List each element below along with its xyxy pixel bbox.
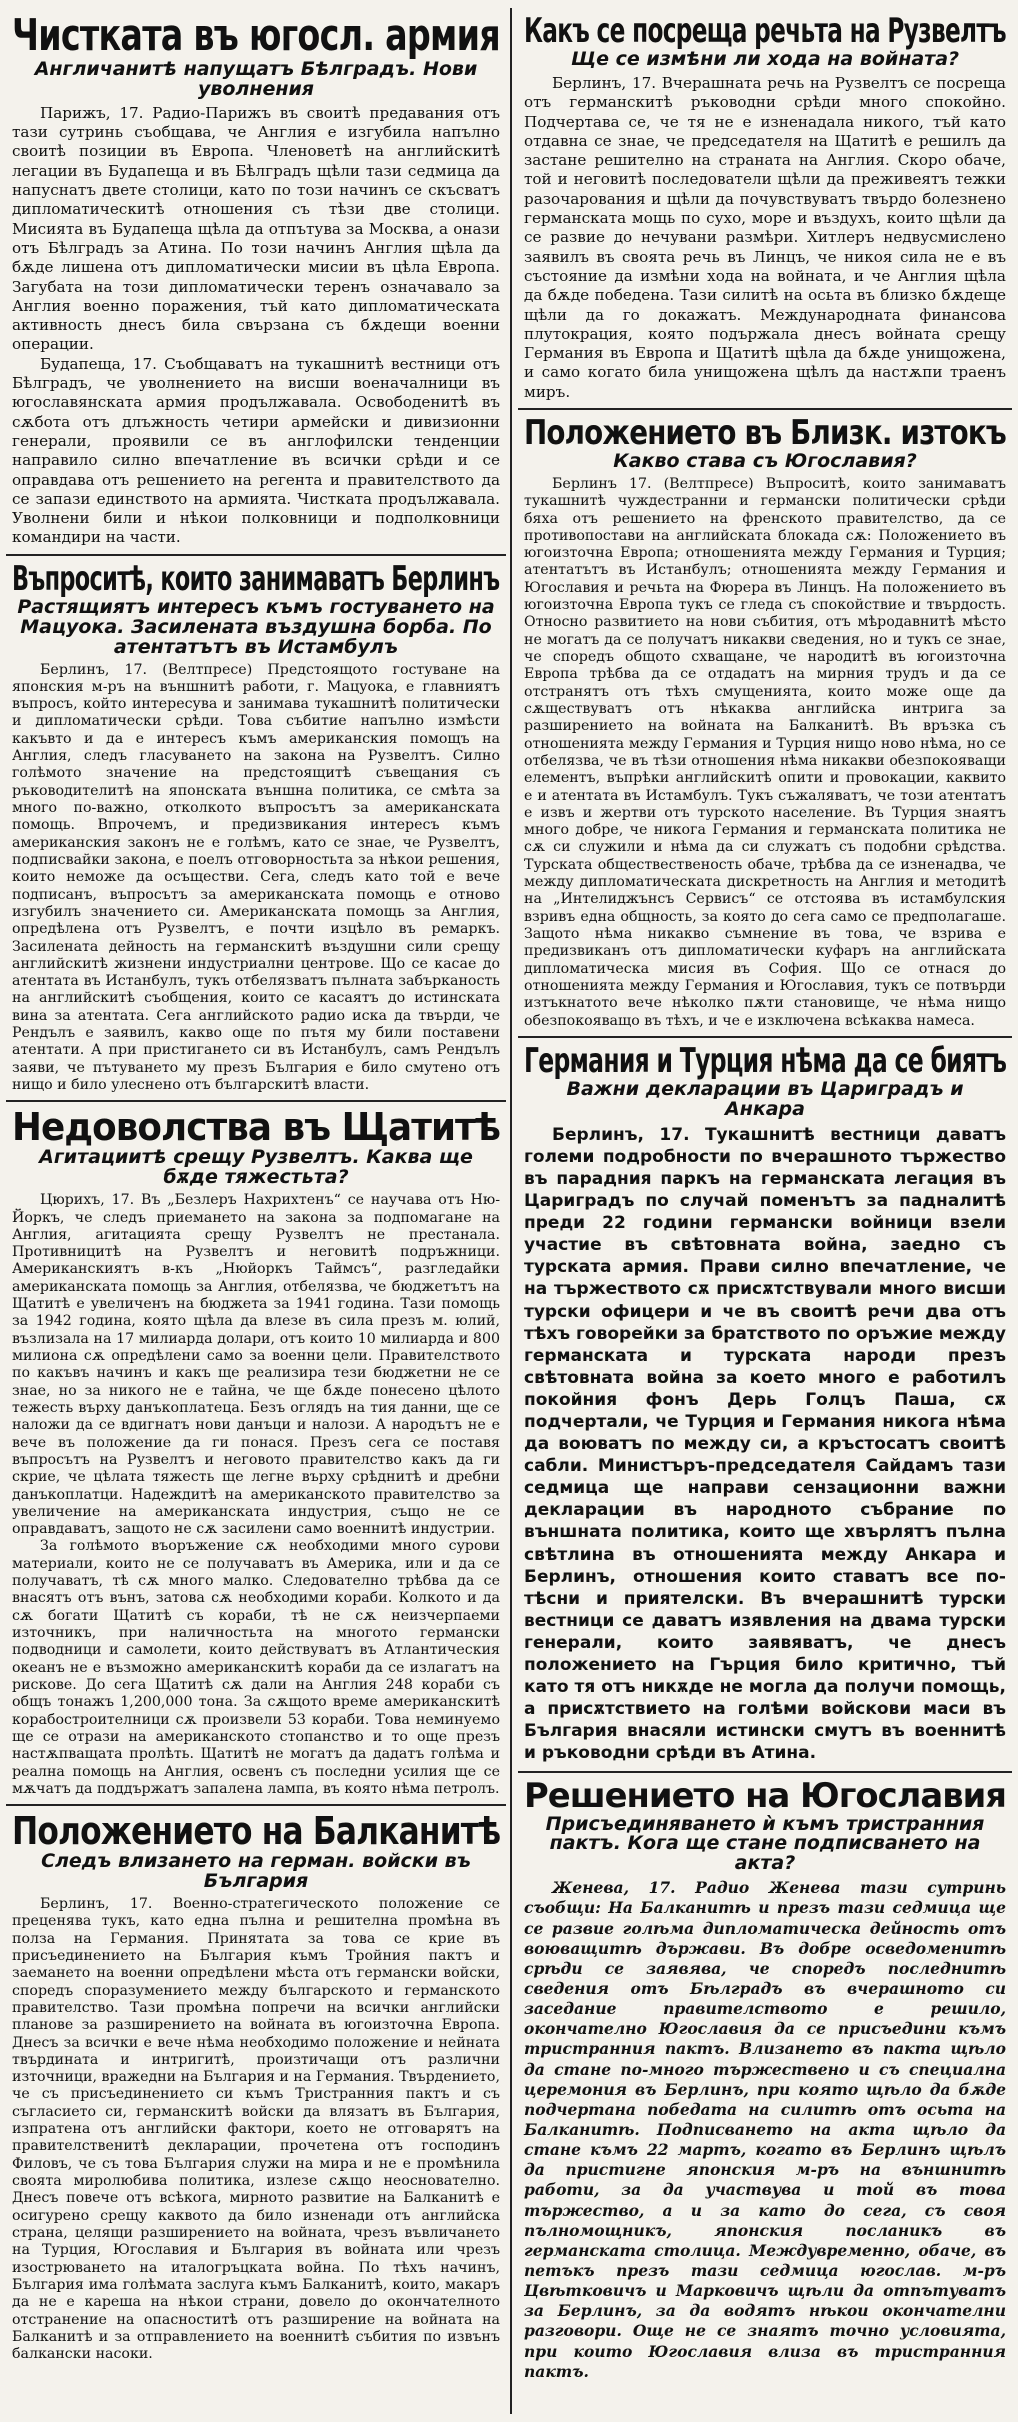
headline: Германия и Турция нѣма да се биятъ bbox=[524, 1040, 1007, 1081]
article-germany-turkey bbox=[518, 1038, 1012, 1773]
paragraph: Берлинъ 17. (Велтпресе) Въпроситѣ, които занимаватъ тукашнитѣ чуждестранни и германски политически срѣди бяха отъ решението на френското правителство, да се противопостави на английската блокада сѫ: Положението въ югоизточна Европа; отношенията между Германия и Турция; атентатътъ въ Истанбулъ; отношенията между Германия и Югославия и речьта на Фюрера въ Линцъ. На положението въ югоизточна Европа тукъ се гледа съ спокойствие и твърдость. Относно развитието на нови събития, отъ мѣродавнитѣ мѣсто не могатъ да се получатъ никакви сведения, но и тукъ се знае, че споредъ общото схващане, че народитѣ въ югоизточна Европа трѣбва да се отдадатъ на мирния трудъ и да се отстранятъ отъ тѣхъ смущенията, които може още да сѫществуватъ отъ нѣкаква английска интрига за разширението на войната на Балканитѣ. Въ връзка съ отношенията между Германия и Турция нищо ново нѣма, но се отбелязва, че въ тѣзи отношения нѣма никакви обезпокояващи елементъ, въпрѣки английскитѣ опити и провокации, каквито е и атентата въ Истамбулъ. Тукъ съжаляватъ, че този атентатъ е извъ и жертви отъ турското население. Въ Турция знаятъ много добре, че никога Германия и германската политика не сѫ си служили и нѣма да си служатъ съ подобни срѣдства. Турската обществественость обаче, трѣбва да се изненадва, че между дипломатическата дискретность на Англия и методитѣ на „Интелиджънсъ Сервисъ“ се отстоява въ истамбулския взривъ една общность, за която до сега само се предполагаше. Защото нѣма никакво съмнение въ това, че взрива е предизвиканъ отъ дипломатически куфаръ на английската дипломатическа мисия въ София. Що се отнася до отношенията между Германия и Югославия, тукъ се потвърди изтъкнатото вече нѣколко пѫти становище, че нѣма нищо обезпокояващо въ тѣхъ, и че е изключена всѣкаква намеса. bbox=[524, 475, 1006, 1029]
paragraph: Будапеща, 17. Съобщаватъ на тукашнитѣ вестници отъ Бѣлградъ, че уволнението на висши военачалници въ югославянската армия продължавала. Освободенитѣ въ сѫбота отъ длъжность четири армейски и дивизионни генерали, проявили се въ англофилски тенденции направило силно впечатление въ всички срѣди и се оправдава отъ решението на регента и правителството да се запази единството на армията. Чистката продължавала. Уволнени били и нѣкои полковници и подполковници командири на части. bbox=[12, 354, 500, 547]
subheadline: Следъ влизането на герман. войски въ България bbox=[41, 1850, 471, 1893]
subheadline: Ще се измѣни ли хода на войната? bbox=[570, 48, 960, 70]
article-near-east bbox=[518, 410, 1012, 1038]
headline: Какъ се посреща речьта на Рузвелтъ bbox=[524, 11, 1006, 51]
paragraph: Цюрихъ, 17. Въ „Безлеръ Нахрихтенъ“ се научава отъ Ню-Йоркъ, че следъ приемането на закона за подпомагане на Англия, агитацията срещу Рузвелтъ не престанала. Противницитѣ на Рузвелтъ и неговитѣ подръжници. Американскиятъ в-къ „Нюйоркъ Таймсъ“, разгледайки американската помощь за Англия, отбелязва, че бюджетътъ на Щатитѣ е увеличенъ на бюджета за 1941 година. Тази помощь за 1942 година, която щѣла да влезе въ сила презъ м. юлий, възлизала на 17 милиарда долари, отъ които 10 милиарда и 800 милиона сѫ опредѣлени само за военни цели. Правителството по какъвъ начинъ и какъ ще реализира тези бюджетни не се знае, но за никого не е тайна, че ще бѫде понесено цѣлото тежесть върху данъкоплатеца. Безъ оглядъ на тия данни, ще се наложи да се вдигнатъ нови данъци и налози. А народътъ не е вече въ положение да ги понася. Презъ сега се поставя въпросътъ на Рузвелтъ и неговото правителство какъ да ги скрие, че цѣлата тяжесть ще легне върху срѣднитѣ и дребни данъкоплатци. Надеждитѣ на американското правителство за увеличение на американската индустрия, също не се оправдаватъ, защото не сѫ засилени само военнитѣ индустрии. bbox=[12, 1192, 500, 1538]
article-roosevelt-speech bbox=[518, 8, 1012, 410]
headline: Решението на Югославия bbox=[524, 1775, 1006, 1816]
subheadline: Англичанитѣ напущатъ Бѣлградъ. Нови уволнения bbox=[34, 58, 478, 100]
right-column bbox=[518, 8, 1012, 2414]
paragraph: Женева, 17. Радио Женева тази сутринь съобщи: На Балканитѣ и презъ тази седмица ще се развие голѣма дипломатическа дейность отъ воюващитѣ държави. Въ добре осведоменитѣ срѣди се заявява, че споредъ последнитѣ сведения отъ Бѣлградъ въ вчерашното си заседание правителството е решило, окончателно Югославия да се присъедини къмъ тристранния пактъ. Влизането въ пакта щѣло да стане по-много тържествено и съ специална церемония въ Берлинъ, при която щѣло да бѫде подчертана победата на силитѣ отъ осьта на Балканитѣ. Подписването на акта щѣло да стане къмъ 22 мартъ, когато въ Берлинъ щѣлъ да пристигне японския м-ръ на външнитѣ работи, за да участвува и той въ това тържество, а и за като до сега, съ своя пълномощникъ, японския посланикъ въ германската столица. Междувременно, обаче, въ петъкъ презъ тази седмица югослав. м-ръ Цвѣтковичъ и Марковичъ щѣли да отпътуватъ за Берлинъ, за да водятъ нѣкои окончателни разговори. Още не се знаятъ точно условията, при които Югославия влиза въ тристранния пактъ. bbox=[524, 1878, 1006, 2381]
paragraph: За голѣмото въоръжение сѫ необходими много сурови материали, които не се получаватъ въ Америка, или и да се получаватъ, тѣ сѫ много малко. Следователно трѣбва да се внасятъ отъ вънъ, затова сѫ необходими кораби. Колкото и да сѫ богати Щатитѣ съ кораби, тѣ не сѫ неизчерпаеми източникъ, при наличностьта на многото германски подводници и самолети, които действуватъ въ Атлантическия океанъ не е възможно американскитѣ кораби да се излагатъ на рискове. До сега Щатитѣ сѫ дали на Англия 248 кораби съ общъ тонажъ 1,200,000 тона. За сѫщото време американскитѣ корабостроителници сѫ произвели 53 кораби. Това неминуемо ще се отрази на американското стопанство и то още презъ настѫпващата пролѣть. Щатитѣ не могатъ да дадатъ голѣма и реална помощь на Англия, освенъ съ последни усилия ще се мѫчатъ да поддържатъ запалена лампа, въ която нѣма петролъ. bbox=[12, 1538, 500, 1797]
headline: Положението въ Близк. изтокъ bbox=[524, 412, 1006, 453]
paragraph: Берлинъ, 17. Тукашнитѣ вестници даватъ големи подробности по вчерашното тържество въ парадния паркъ на германската легация въ Цариградъ по случай поменътъ за падналитѣ преди 22 години германски войници взели участие въ свѣтовната война, заедно съ турската армия. Прави силно впечатление, че на тържеството сѫ присѫтствували много висши турски офицери и че въ своитѣ речи два отъ тѣхъ говорейки за братството по оръжие между германската и турската народи презъ свѣтовната война за което много е работилъ покойния фонъ Дерь Голцъ Паша, сѫ подчертали, че Турция и Германия никога нѣма да воюватъ по между си, а кръстосатъ своитѣ сабли. Министъръ-председателя Сайдамъ тази седмица ще направи сензационни важни декларации въ народното събрание по външната политика, които ще хвърлятъ пълна свѣтлина въ отношенията между Анкара и Берлинъ, отношения които ставатъ все по-тѣсни и приятелски. Въ вчерашнитѣ турски вестници се даватъ изявления на двама турски генерали, които заявяватъ, че днесъ положението на Гърция било критично, тъй като тя отъ никѫде не могла да получи помощь, а присѫтствието на голѣми войскови маси въ България внасяли истински смутъ въ военнитѣ и ръководни срѣди въ Атина. bbox=[524, 1124, 1006, 1764]
paragraph: Парижъ, 17. Радио-Парижъ въ своитѣ предавания отъ тази сутринь съобщава, че Англия е изгубила напълно своитѣ позиции въ Европа. Членоветѣ на английскитѣ легации въ Будапеща и въ Бѣлградъ щѣли тази седмица да напуснатъ двете столици, като по този начинъ се скъсватъ дипломатическитѣ отношения съ тѣзи две столици. Мисията въ Будапеща щѣла да отпътува за Москва, а онази отъ Бѣлградъ за Атина. По този начинъ Англия щѣла да бѫде лишена отъ дипломатически мисии въ цѣла Европа. Загубата на този дипломатически теренъ означавало за Англия военно поражения, тъй като дипломатическата активность днесъ била свързана съ бѫдещи военни операции. bbox=[12, 103, 500, 354]
article-usa-discontent bbox=[6, 1102, 506, 1806]
paragraph: Берлинъ, 17. (Велтпресе) Предстоящото гостуване на японския м-ръ на външнитѣ работи, г. Мацуока, е главниятъ въпросъ, който интересува и занимава тукашнитѣ политически и дипломатически срѣди. Това събитие напълно измѣсти какъвто и да е интересъ къмъ американския помощъ на Англия, следъ гласуването на закона на Рузвелтъ. Силно голѣмото значение на предстоящитѣ съвещания съ ръководителитѣ на японската външна политика, се смѣта за много по-важно, отколкото въпросътъ за американската помощь. Впрочемъ, и предизвикания интересъ къмъ американския законъ не е голѣмъ, като се знае, че Рузвелтъ, подписвайки закона, е поелъ отговорностьта за нѣкои решения, които неможе да осъществи. Сега, следъ като той е вече подписанъ, въпросътъ за американската помощь е отново изгубилъ значението си. Американската помощь за Англия, опредѣлена отъ Рузвелтъ, е почти изцѣло въ ремаркъ. Засилената дейность на германскитѣ въздушни сили срещу английскитѣ жизнени индустриални центрове. Що се касае до атентата въ Истанбулъ, тукъ отбелязватъ пълната забърканость на английскитѣ съобщения, които се касаятъ до истинската вина за атентата. Сега английското радио иска да твърди, че Рендълъ е заявилъ, какво още по пътя му били поставени атентати. А при пристигането си въ Истанбулъ, самъ Рендълъ заяви, че пътуването му презъ България е било смутено отъ нищо и било улеснено отъ българскитѣ власти. bbox=[12, 661, 500, 1094]
headline: Недоволства въ Щатитѣ bbox=[12, 1105, 501, 1150]
article-yugoslavia-decision bbox=[518, 1773, 1012, 2388]
left-column bbox=[6, 8, 512, 2414]
subheadline: Важни декларации въ Цариградъ и Анкара bbox=[566, 1077, 964, 1120]
article-army-purge bbox=[6, 8, 506, 556]
paragraph: Берлинъ, 17. Военно-стратегическото положение се преценява тукъ, като една пълна и решителна промѣна въ полза на Германия. Принятата за това се крие въ присъединението на България къмъ Тройния пактъ и заемането на военни опредѣлени мѣста отъ германски войски, споредъ споразумението между българското и германското правителство. Тази промѣна попречи на всички английски планове за разширението на войната въ югоизточна Европа. Днесъ за всички е вече нѣма необходимо положение и нейната твърдината и интригитѣ, произтичащи отъ различни източници, вражедни на България и на Германия. Твърдението, че съ присъединението си къмъ Тристранния пактъ и съ съгласието си, германскитѣ войски да влязатъ въ България, изпратена отъ английски фактори, което не отговарятъ на правителственитѣ декларации, прочетена отъ господинъ Филовъ, че съ това България служи на мира и не е промѣнила своята миролюбива политика, излезе сѫщо неоснователно. Днесъ повече отъ всѣкога, мирното развитие на Балканитѣ е осигурено срещу каквото да било изненади отъ английска страна, целящи разширението на войната, чрезъ въвличането на Турция, Югославия и България въ войната или чрезъ изострюването на италогръцката война. По тѣхъ начинъ, България има голѣмата заслуга къмъ Балканитѣ, които, макаръ да не е кареша на нѣкои страни, довело до окончателното отстранение на опасноститѣ отъ разширение на войната на Балканитѣ и за отправлението на военнитѣ събития по извънъ балкански насоки. bbox=[12, 1896, 500, 2363]
headline: Въпроситѣ, които занимаватъ Берлинъ bbox=[12, 558, 500, 599]
subheadline: Присъединяването ѝ къмъ тристранния пактъ. Кога ще стане подписването на акта? bbox=[545, 1812, 985, 1875]
paragraph: Берлинъ, 17. Вчерашната речь на Рузвелтъ се посреща отъ германскитѣ ръководни срѣди много спокойно. Подчертава се, че тя не е изненадала никого, тъй като отдавна се знае, че председателя на Щатитѣ е решилъ да застане решително на страната на Англия. Скоро обаче, той и неговитѣ последователи щѣли да преживеятъ тежки разочарования и щѣли да почувствуватъ твърдо болезнено германската мощь по сухо, море и въздухъ, които щѣли да се развие до нечувани размѣри. Хитлеръ недвусмислено заявилъ въ своята речь въ Линцъ, че никоя сила не е въ състояние да измѣни хода на войната, и че Англия щѣла да бѫде победена. Тази силитѣ на осьта въ близко бѫдеще щѣли да го докажатъ. Международната финансова плутокрация, която подържала днесъ войната срещу Германия въ Европа и Щатитѣ щѣла да бѫде унищожена, и само когато била унищожена щѣлъ да настѫпи траенъ миръ. bbox=[524, 73, 1006, 401]
article-balkans bbox=[6, 1806, 506, 2369]
subheadline: Растящиятъ интересъ къмъ гостуването на Мацуока. Засилената въздушна борба. По атентатътъ въ Истамбулъ bbox=[17, 595, 495, 658]
subheadline: Какво става съ Югославия? bbox=[613, 449, 917, 472]
headline: Положението на Балканитѣ bbox=[12, 1809, 501, 1854]
headline: Чистката въ югосл. армия bbox=[12, 10, 500, 61]
subheadline: Агитациитѣ срещу Рузвелтъ. Каква ще бѫде тяжестьта? bbox=[39, 1146, 473, 1189]
article-berlin-questions bbox=[6, 556, 506, 1103]
